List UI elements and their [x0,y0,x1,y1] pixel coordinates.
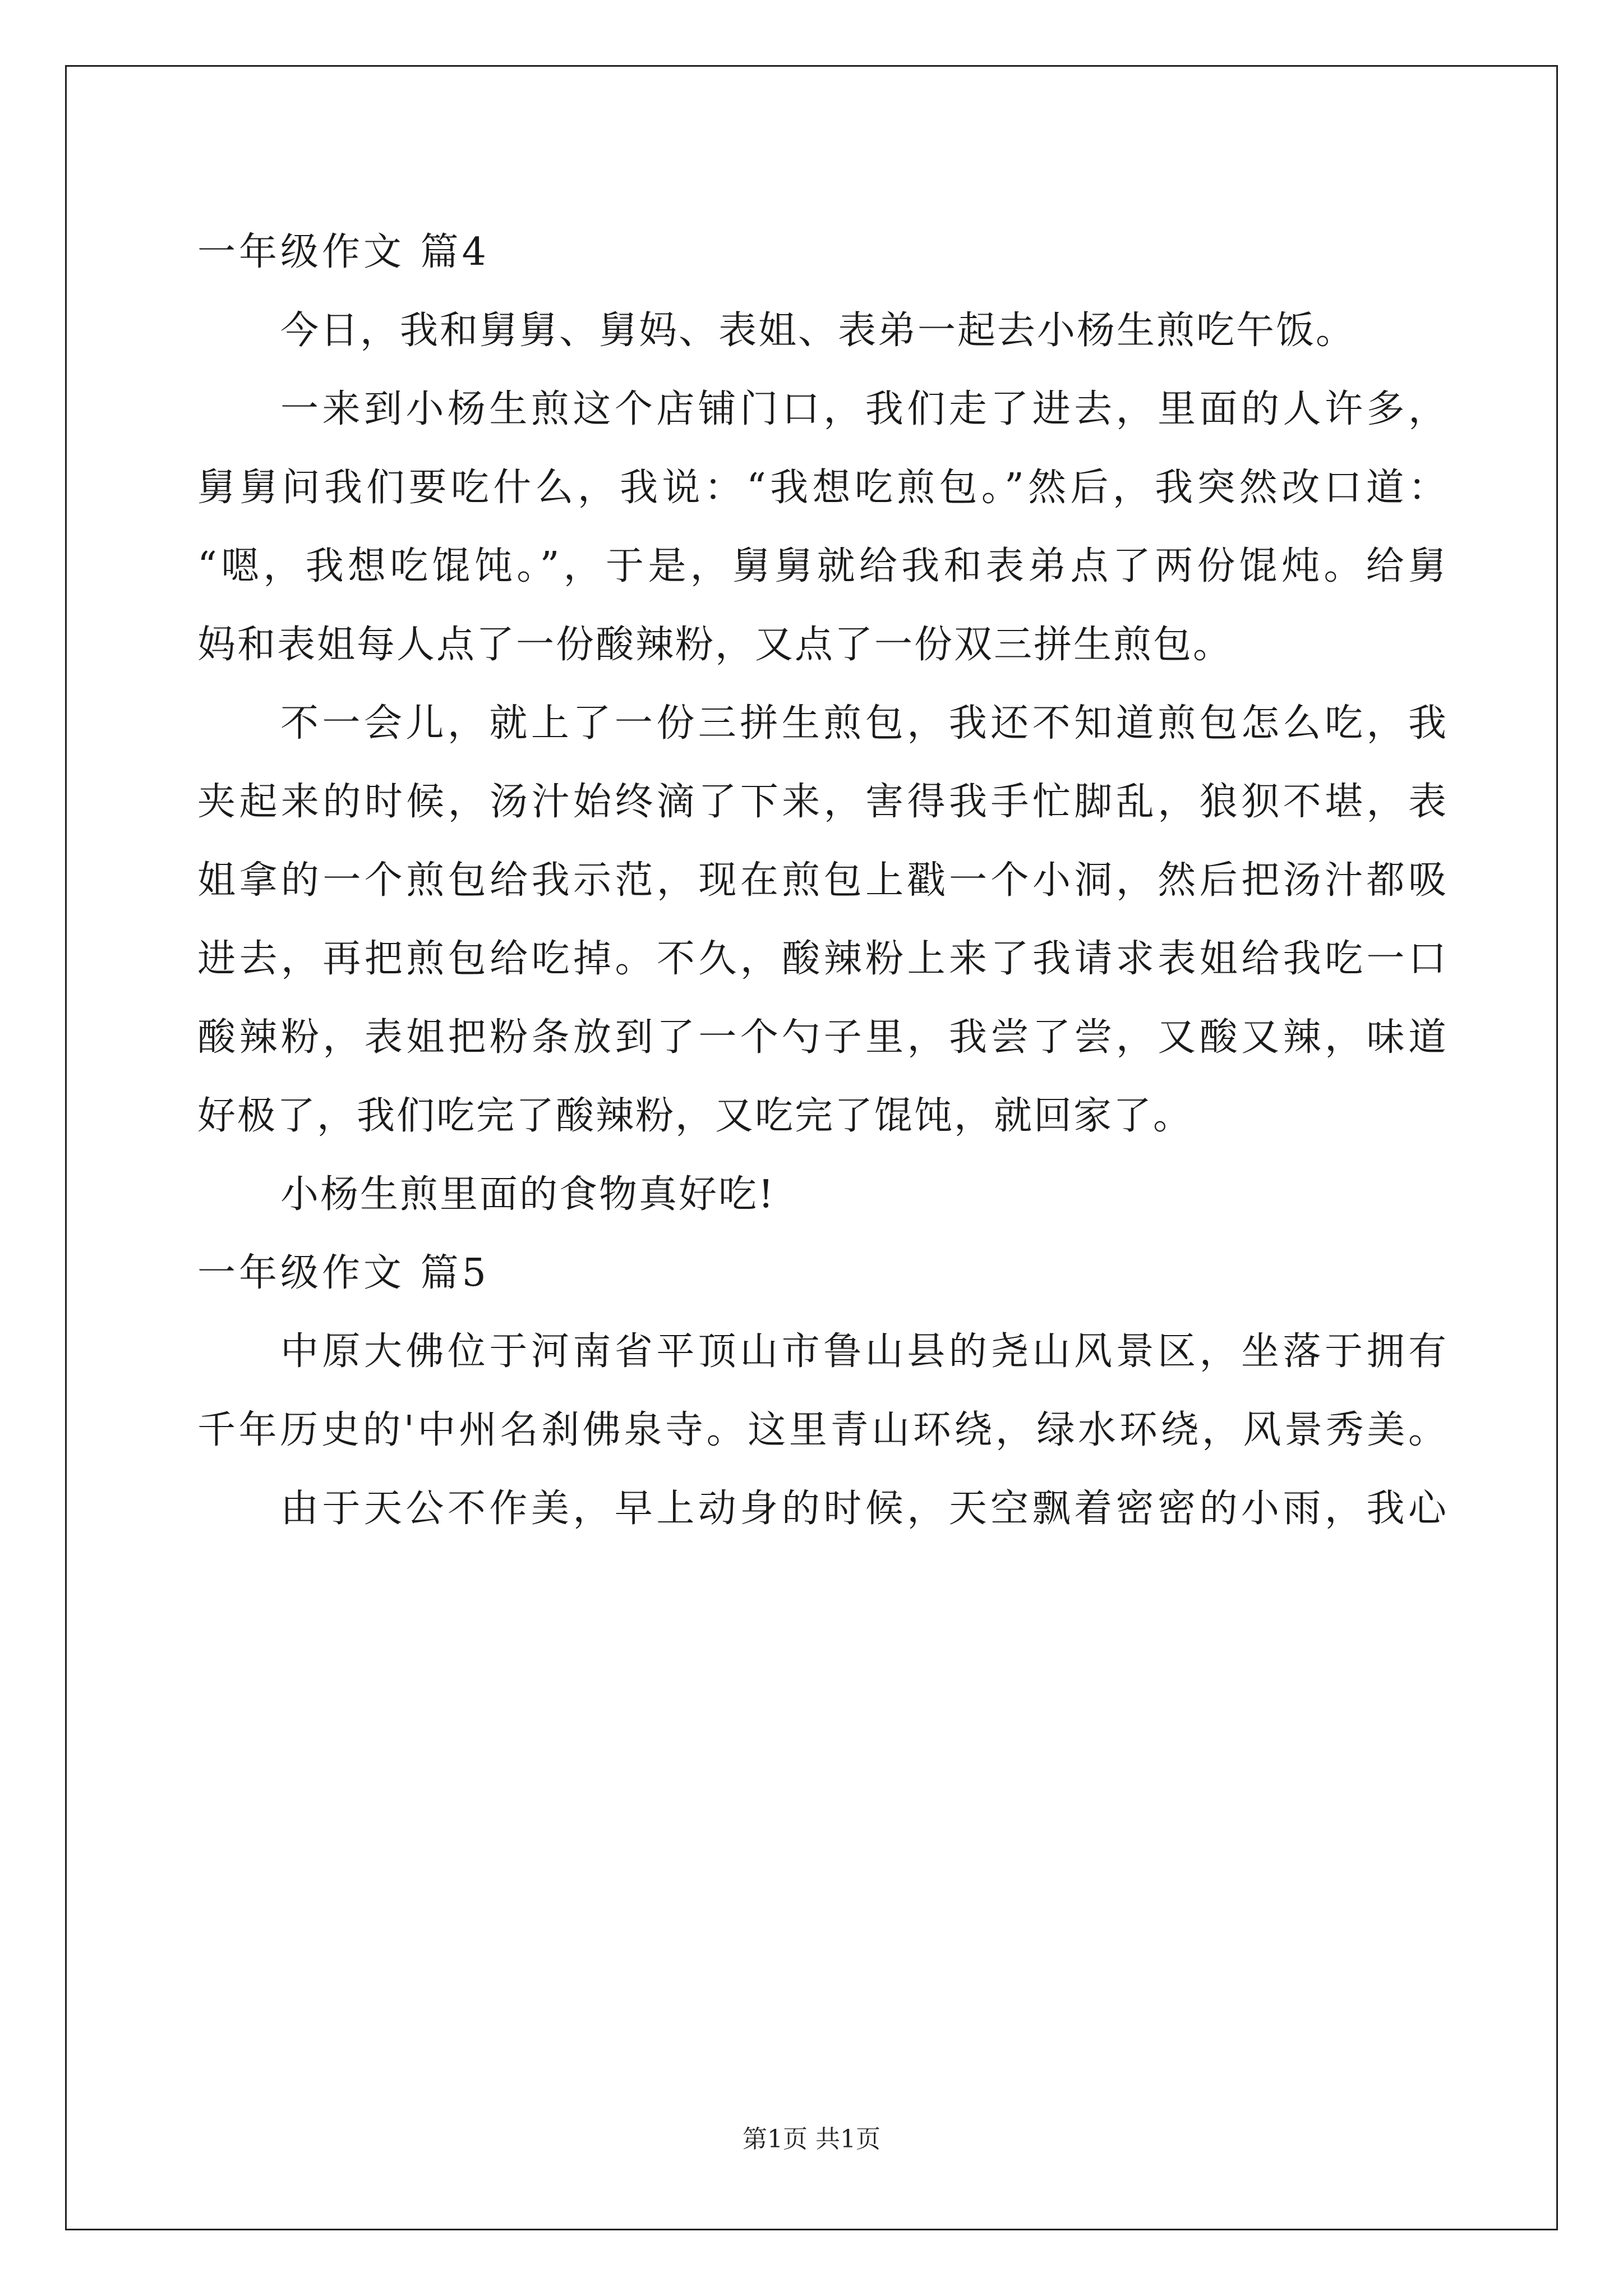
paragraph [197,292,1448,370]
section-title: 一年级作文 篇5 [197,1251,490,1295]
paragraph [197,1470,1448,1548]
text-line: 夹起来的时候，汤汁始终滴了下来，害得我手忙脚乱，狼狈不堪，表 [197,780,1448,824]
paragraph [197,684,1448,1156]
text-line: 舅舅问我们要吃什么，我说：“我想吃煎包。”然后，我突然改口道： [197,466,1448,510]
text-line: 进去，再把煎包给吃掉。不久，酸辣粉上来了我请求表姐给我吃一口 [197,937,1448,981]
text-line: 中原大佛位于河南省平顶山市鲁山县的尧山风景区，坐落于拥有 [280,1329,1448,1374]
text-line: 不一会儿，就上了一份三拼生煎包，我还不知道煎包怎么吃，我 [280,701,1448,746]
text-line: 好极了，我们吃完了酸辣粉，又吃完了馄饨，就回家了。 [197,1094,1193,1138]
text-line: 妈和表姐每人点了一份酸辣粉，又点了一份双三拼生煎包。 [197,623,1233,667]
page-number: 第1页 共1页 [743,2125,880,2154]
text-line: 小杨生煎里面的食物真好吃! [280,1172,776,1217]
text-line: 由于天公不作美，早上动身的时候，天空飘着密密的小雨，我心 [280,1487,1448,1531]
text-line: 今日，我和舅舅、舅妈、表姐、表弟一起去小杨生煎吃午饭。 [280,309,1356,353]
document-body [197,213,1448,1548]
paragraph [197,1313,1448,1470]
section-title: 一年级作文 篇4 [197,230,490,274]
paragraph [197,370,1448,684]
text-line: 姐拿的一个煎包给我示范，现在煎包上戳一个小洞，然后把汤汁都吸 [197,858,1448,903]
text-line: 酸辣粉，表姐把粉条放到了一个勺子里，我尝了尝，又酸又辣，味道 [197,1015,1448,1060]
text-line: 千年历史的'中州名刹佛泉寺。这里青山环绕，绿水环绕，风景秀美。 [197,1408,1448,1452]
text-line: 一来到小杨生煎这个店铺门口，我们走了进去，里面的人许多， [280,387,1448,431]
text-line: “嗯，我想吃馄饨。”，于是，舅舅就给我和表弟点了两份馄炖。给舅 [197,544,1448,588]
paragraph [197,1156,1448,1234]
